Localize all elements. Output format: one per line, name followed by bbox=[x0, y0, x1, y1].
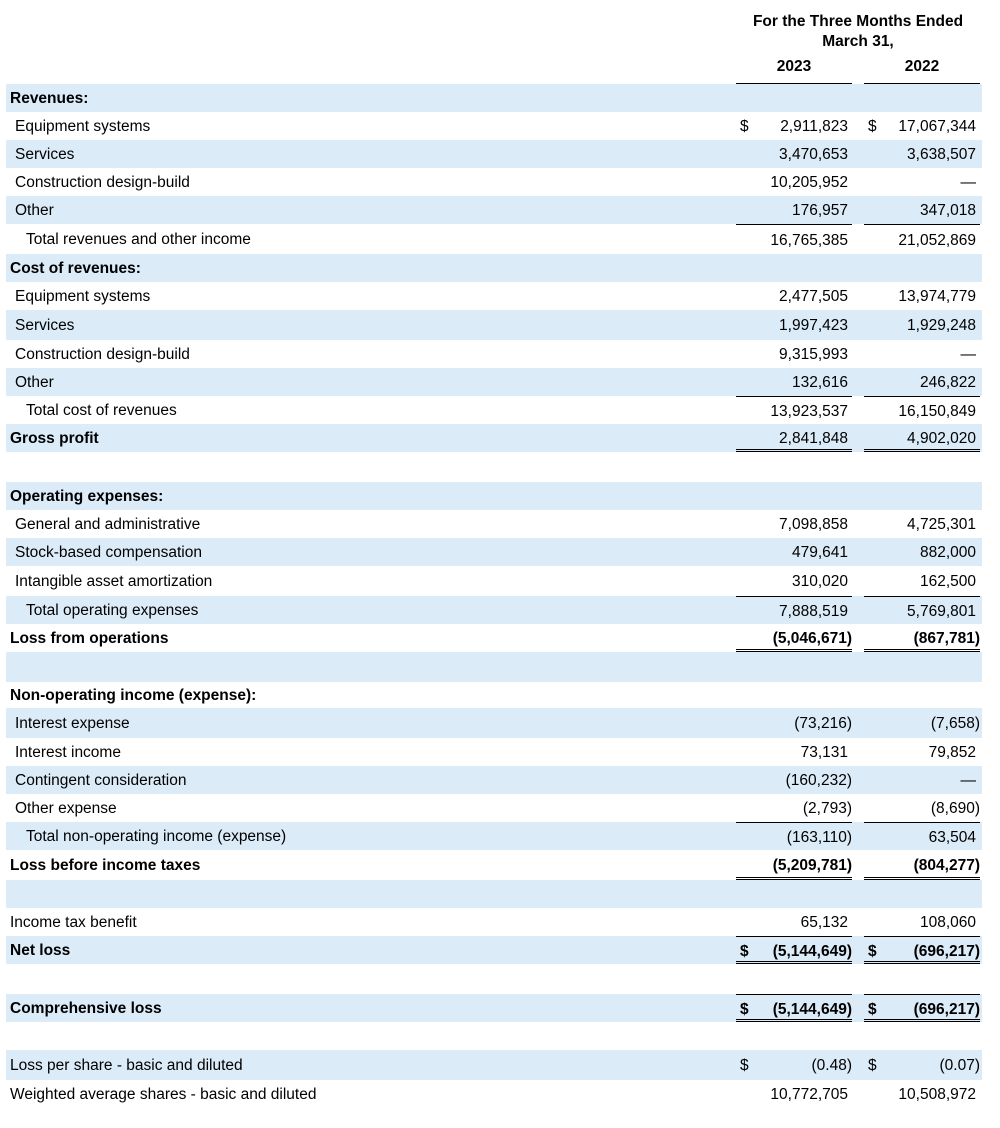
value-2022 bbox=[864, 254, 980, 282]
value-2023 bbox=[736, 84, 852, 112]
value-2022 bbox=[864, 908, 980, 936]
value-2022 bbox=[864, 84, 980, 112]
currency-symbol: $ bbox=[740, 943, 749, 960]
value-2023 bbox=[736, 624, 852, 652]
value-2022 bbox=[864, 282, 980, 310]
value-2023 bbox=[736, 964, 852, 994]
value-2023 bbox=[736, 766, 852, 794]
amount: (867,781) bbox=[913, 630, 980, 647]
value-2022 bbox=[864, 224, 980, 254]
row-label: Interest income bbox=[15, 744, 121, 761]
statement-row bbox=[6, 566, 982, 596]
amount: 2,841,848 bbox=[779, 430, 848, 447]
row-label: Weighted average shares - basic and diluted bbox=[10, 1086, 317, 1103]
value-2022 bbox=[864, 340, 980, 368]
statement-row bbox=[6, 994, 982, 1022]
amount: 882,000 bbox=[919, 544, 976, 561]
value-2023 bbox=[736, 822, 852, 850]
value-2022 bbox=[864, 822, 980, 850]
value-2023 bbox=[736, 224, 852, 254]
value-2023 bbox=[736, 1050, 852, 1080]
amount: — bbox=[960, 772, 976, 789]
row-label: Cost of revenues: bbox=[10, 260, 141, 277]
statement-row bbox=[6, 766, 982, 794]
row-label: Construction design-build bbox=[15, 174, 190, 191]
value-2023 bbox=[736, 396, 852, 424]
amount: 7,888,519 bbox=[779, 603, 848, 620]
amount: 10,205,952 bbox=[770, 174, 848, 191]
amount: 16,765,385 bbox=[770, 232, 848, 249]
row-label: Equipment systems bbox=[15, 288, 151, 305]
amount: (163,110) bbox=[786, 829, 852, 846]
row-label: Loss from operations bbox=[10, 630, 169, 647]
amount: 73,131 bbox=[800, 744, 848, 761]
amount: 176,957 bbox=[791, 202, 848, 219]
value-2023 bbox=[736, 908, 852, 936]
year-2023: 2023 bbox=[776, 58, 812, 75]
amount: (0.48) bbox=[811, 1057, 852, 1074]
value-2023 bbox=[736, 368, 852, 396]
amount: (7,658) bbox=[930, 715, 980, 732]
statement-row bbox=[6, 368, 982, 396]
value-2023 bbox=[736, 850, 852, 880]
row-label: Operating expenses: bbox=[10, 488, 164, 505]
row-label: Loss per share - basic and diluted bbox=[10, 1057, 243, 1074]
value-2022 bbox=[864, 766, 980, 794]
amount: 21,052,869 bbox=[898, 232, 976, 249]
amount: 347,018 bbox=[919, 202, 976, 219]
value-2022 bbox=[864, 850, 980, 880]
spacer-row bbox=[6, 964, 982, 994]
amount: (5,046,671) bbox=[772, 630, 852, 647]
period-title-line1: For the Three Months Ended bbox=[752, 13, 964, 30]
row-label: Other bbox=[15, 202, 54, 219]
statement-row bbox=[6, 140, 982, 168]
amount: (2,793) bbox=[802, 800, 852, 817]
amount: (696,217) bbox=[913, 943, 980, 960]
spacer-row bbox=[6, 452, 982, 482]
amount: 63,504 bbox=[928, 829, 976, 846]
value-2022 bbox=[864, 538, 980, 566]
value-2022 bbox=[864, 482, 980, 510]
value-2023 bbox=[736, 1080, 852, 1108]
value-2022 bbox=[864, 424, 980, 452]
value-2022 bbox=[864, 140, 980, 168]
value-2023 bbox=[736, 196, 852, 224]
row-label: Other expense bbox=[15, 800, 117, 817]
value-2023 bbox=[736, 936, 852, 964]
statement-row bbox=[6, 596, 982, 624]
value-2023 bbox=[736, 112, 852, 140]
amount: (804,277) bbox=[913, 857, 980, 874]
statement-row bbox=[6, 168, 982, 196]
statement-row bbox=[6, 822, 982, 850]
amount: 310,020 bbox=[791, 573, 848, 590]
value-2022 bbox=[864, 368, 980, 396]
value-2022 bbox=[864, 396, 980, 424]
amount: (73,216) bbox=[794, 715, 852, 732]
statement-header bbox=[0, 0, 1000, 84]
amount: 4,902,020 bbox=[907, 430, 976, 447]
value-2022 bbox=[864, 1080, 980, 1108]
amount: (0.07) bbox=[939, 1057, 980, 1074]
amount: 65,132 bbox=[800, 914, 848, 931]
statement-row bbox=[6, 738, 982, 766]
year-2022: 2022 bbox=[904, 58, 940, 75]
currency-symbol: $ bbox=[740, 118, 749, 135]
statement-row bbox=[6, 510, 982, 538]
row-label: Total non-operating income (expense) bbox=[26, 828, 287, 845]
row-label: Stock-based compensation bbox=[15, 544, 202, 561]
currency-symbol: $ bbox=[868, 943, 877, 960]
currency-symbol: $ bbox=[868, 118, 877, 135]
amount: (5,144,649) bbox=[772, 1001, 852, 1018]
amount: 10,772,705 bbox=[770, 1086, 848, 1103]
statement-row bbox=[6, 708, 982, 738]
value-2022 bbox=[864, 510, 980, 538]
statement-row bbox=[6, 340, 982, 368]
amount: 4,725,301 bbox=[907, 516, 976, 533]
value-2023 bbox=[736, 794, 852, 822]
amount: 2,911,823 bbox=[780, 118, 848, 135]
value-2022 bbox=[864, 452, 980, 482]
amount: (5,209,781) bbox=[772, 857, 852, 874]
spacer-row bbox=[6, 1022, 982, 1050]
statement-row bbox=[6, 624, 982, 652]
row-label: Revenues: bbox=[10, 90, 89, 107]
value-2022 bbox=[864, 994, 980, 1022]
amount: — bbox=[960, 346, 976, 363]
value-2022 bbox=[864, 112, 980, 140]
amount: 132,616 bbox=[791, 374, 848, 391]
value-2023 bbox=[736, 140, 852, 168]
statement-row bbox=[6, 224, 982, 254]
row-label: Services bbox=[15, 146, 75, 163]
period-title-line2: March 31, bbox=[822, 33, 894, 50]
value-2022 bbox=[864, 196, 980, 224]
value-2023 bbox=[736, 424, 852, 452]
amount: (696,217) bbox=[913, 1001, 980, 1018]
value-2022 bbox=[864, 624, 980, 652]
statement-row bbox=[6, 282, 982, 310]
row-label: Contingent consideration bbox=[15, 772, 187, 789]
value-2022 bbox=[864, 168, 980, 196]
value-2022 bbox=[864, 794, 980, 822]
row-label: Net loss bbox=[10, 942, 71, 959]
statement-row bbox=[6, 682, 982, 708]
row-label: Income tax benefit bbox=[10, 914, 137, 931]
amount: (5,144,649) bbox=[772, 943, 852, 960]
row-label: Non-operating income (expense): bbox=[10, 687, 257, 704]
value-2022 bbox=[864, 708, 980, 738]
amount: 162,500 bbox=[919, 573, 976, 590]
value-2023 bbox=[736, 708, 852, 738]
amount: — bbox=[960, 174, 976, 191]
value-2023 bbox=[736, 510, 852, 538]
value-2022 bbox=[864, 738, 980, 766]
row-label: Total revenues and other income bbox=[26, 231, 251, 248]
statement-row bbox=[6, 310, 982, 340]
value-2023 bbox=[736, 310, 852, 340]
amount: 10,508,972 bbox=[898, 1086, 976, 1103]
amount: 17,067,344 bbox=[898, 118, 976, 135]
amount: 246,822 bbox=[919, 374, 976, 391]
value-2023 bbox=[736, 254, 852, 282]
statement-row bbox=[6, 254, 982, 282]
value-2023 bbox=[736, 538, 852, 566]
value-2023 bbox=[736, 596, 852, 624]
value-2022 bbox=[864, 566, 980, 596]
row-label: Total cost of revenues bbox=[26, 402, 177, 419]
row-label: Loss before income taxes bbox=[10, 857, 201, 874]
amount: (160,232) bbox=[785, 772, 852, 789]
row-label: Interest expense bbox=[15, 715, 130, 732]
statement-row bbox=[6, 850, 982, 880]
currency-symbol: $ bbox=[740, 1057, 749, 1074]
value-2023 bbox=[736, 994, 852, 1022]
value-2022 bbox=[864, 682, 980, 708]
statement-row bbox=[6, 538, 982, 566]
amount: 3,470,653 bbox=[779, 146, 848, 163]
value-2022 bbox=[864, 936, 980, 964]
value-2023 bbox=[736, 880, 852, 908]
statement-row bbox=[6, 396, 982, 424]
row-label: Total operating expenses bbox=[26, 602, 199, 619]
amount: 79,852 bbox=[928, 744, 976, 761]
currency-symbol: $ bbox=[868, 1057, 877, 1074]
amount: 2,477,505 bbox=[779, 288, 848, 305]
value-2022 bbox=[864, 596, 980, 624]
value-2022 bbox=[864, 652, 980, 682]
statement-row bbox=[6, 196, 982, 224]
period-title bbox=[736, 12, 980, 52]
amount: 1,997,423 bbox=[779, 317, 848, 334]
value-2023 bbox=[736, 452, 852, 482]
amount: 1,929,248 bbox=[907, 317, 976, 334]
value-2022 bbox=[864, 1022, 980, 1050]
value-2023 bbox=[736, 168, 852, 196]
value-2023 bbox=[736, 566, 852, 596]
amount: 3,638,507 bbox=[907, 146, 976, 163]
value-2023 bbox=[736, 652, 852, 682]
value-2023 bbox=[736, 482, 852, 510]
statement-row bbox=[6, 794, 982, 822]
statement-row bbox=[6, 112, 982, 140]
row-label: Other bbox=[15, 374, 54, 391]
amount: 16,150,849 bbox=[898, 403, 976, 420]
amount: 9,315,993 bbox=[779, 346, 848, 363]
value-2022 bbox=[864, 310, 980, 340]
currency-symbol: $ bbox=[740, 1001, 749, 1018]
amount: 13,974,779 bbox=[898, 288, 976, 305]
row-label: Services bbox=[15, 317, 75, 334]
spacer-row bbox=[6, 652, 982, 682]
value-2022 bbox=[864, 964, 980, 994]
statement-row bbox=[6, 84, 982, 112]
statement-row bbox=[6, 424, 982, 452]
value-2023 bbox=[736, 738, 852, 766]
row-label: Intangible asset amortization bbox=[15, 573, 213, 590]
row-label: Comprehensive loss bbox=[10, 1000, 162, 1017]
value-2023 bbox=[736, 682, 852, 708]
value-2022 bbox=[864, 1050, 980, 1080]
statement-row bbox=[6, 482, 982, 510]
statement-row bbox=[6, 908, 982, 936]
row-label: Construction design-build bbox=[15, 346, 190, 363]
amount: 5,769,801 bbox=[907, 603, 976, 620]
currency-symbol: $ bbox=[868, 1001, 877, 1018]
statement-row bbox=[6, 1080, 982, 1108]
value-2022 bbox=[864, 880, 980, 908]
statement-row bbox=[6, 936, 982, 964]
row-label: Gross profit bbox=[10, 430, 99, 447]
row-label: Equipment systems bbox=[15, 118, 151, 135]
row-label: General and administrative bbox=[15, 516, 201, 533]
value-2023 bbox=[736, 1022, 852, 1050]
amount: (8,690) bbox=[930, 800, 980, 817]
amount: 108,060 bbox=[919, 914, 976, 931]
value-2023 bbox=[736, 282, 852, 310]
value-2023 bbox=[736, 340, 852, 368]
amount: 7,098,858 bbox=[779, 516, 848, 533]
spacer-row bbox=[6, 880, 982, 908]
amount: 13,923,537 bbox=[770, 403, 848, 420]
statement-row bbox=[6, 1050, 982, 1080]
amount: 479,641 bbox=[791, 544, 848, 561]
